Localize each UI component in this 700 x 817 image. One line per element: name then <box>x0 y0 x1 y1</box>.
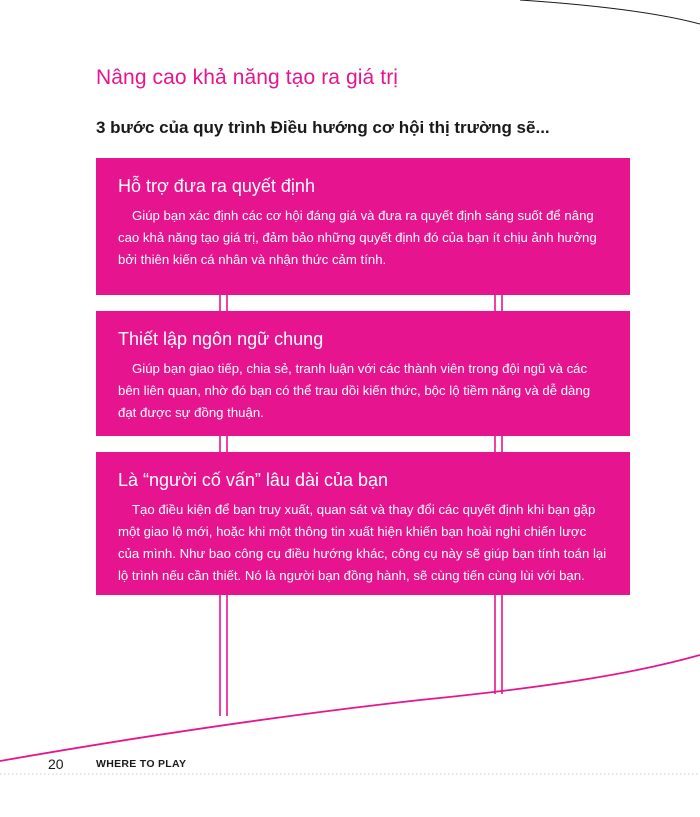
card-title: Thiết lập ngôn ngữ chung <box>118 329 324 349</box>
card-body: Tạo điều kiện để bạn truy xuất, quan sát và thay đổi các quyết định khi bạn gặp một giao lộ mới, hoặc khi một thông tin xuất hiện khiến bạn hoài nghi chiến lược của mình. Như bao công cụ điều hướng khác, công cụ này sẽ giúp bạn tính toán lại lộ trình nếu cần thiết. Nó là người bạn đồng hành, sẽ cùng tiến cùng lùi với bạn. <box>118 502 607 583</box>
ground-curve <box>0 655 700 761</box>
page-heading: Nâng cao khả năng tạo ra giá trị <box>96 66 399 89</box>
page-number: 20 <box>48 756 64 772</box>
running-footer-title: WHERE TO PLAY <box>96 758 187 770</box>
card-decision-support <box>96 158 630 295</box>
card-common-language <box>96 311 630 436</box>
page-edge-curve <box>520 0 700 24</box>
page-subheading: 3 bước của quy trình Điều hướng cơ hội thị trường sẽ... <box>96 118 550 137</box>
card-body: Giúp bạn giao tiếp, chia sẻ, tranh luận với các thành viên trong đội ngũ và các bên liên quan, nhờ đó bạn có thể trau dồi kiến thức, bộc lộ tiềm năng và dễ dàng đạt được sự đồng thuận. <box>118 361 591 420</box>
card-body: Giúp bạn xác định các cơ hội đáng giá và đưa ra quyết định sáng suốt để nâng cao khả năng tạo giá trị, đảm bảo những quyết định đó của bạn ít chịu ảnh hưởng bởi thiên kiến cá nhân và nhận thức cảm tính. <box>118 208 597 267</box>
card-long-term-advisor <box>96 452 630 595</box>
card-title: Là “người cố vấn” lâu dài của bạn <box>118 470 389 490</box>
card-title: Hỗ trợ đưa ra quyết định <box>118 176 315 196</box>
